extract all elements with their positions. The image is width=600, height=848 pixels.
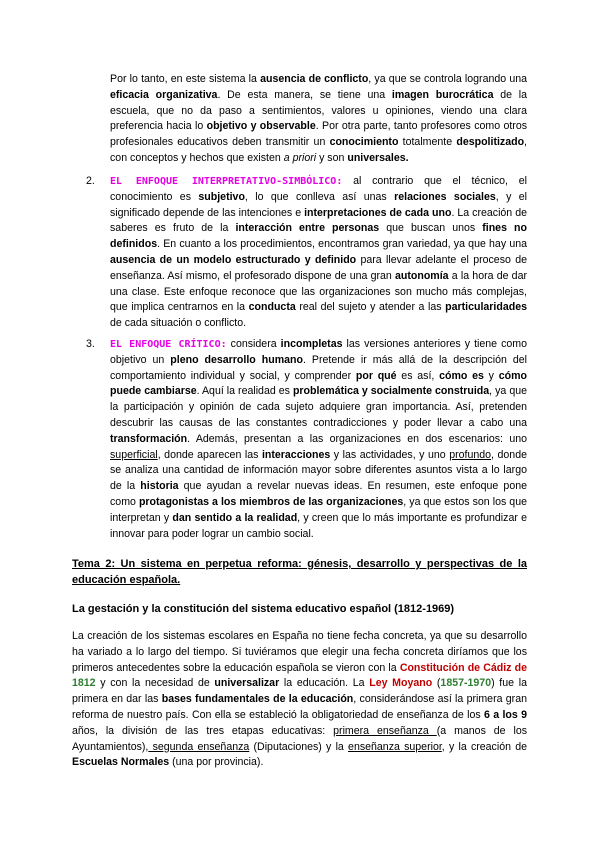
section-title-tema-2: Tema 2: Un sistema en perpetua reforma: génesis, desarrollo y perspectivas de la educación española.	[72, 558, 527, 586]
list-number: 3.	[86, 338, 95, 350]
paragraph-enfoque-critico: EL ENFOQUE CRÍTICO: considera incompletas las versiones anteriores y tiene como objetivo un pleno desarrollo humano. Pretende ir más allá de la descripción del comportamiento individual y social, y comprender por qué es así, cómo es y cómo puede cambiarse. Aquí la realidad es problemática y socialmente construida, ya que la participación y opinión de cada sujeto adquiere gran importancia. Así, pretenden descubrir las causas de las constantes contradicciones y poder llevar a cabo una transformación. Además, presentan a las organizaciones en dos escenarios: uno superficial, donde aparecen las interacciones y las actividades, y uno profundo, donde se analiza una cantidad de información mayor sobre diferentes asuntos vista a lo largo de la historia que ayudan a revelar nuevas ideas. En resumen, este enfoque pone como protagonistas a los miembros de las organizaciones, ya que estos son los que interpretan y dan sentido a la realidad, y creen que lo más importante es profundizar e innovar para poder lograr un cambio social.	[110, 338, 528, 540]
list-number: 2.	[86, 175, 95, 187]
paragraph-creacion-sistemas: La creación de los sistemas escolares en España no tiene fecha concreta, ya que su desarrollo ha variado a lo largo del tiempo. Si tuviéramos que elegir una fecha concreta diríamos que los primeros antecedentes sobre la educación española se vieron con la Constitución de Cádiz de 1812 y con la necesidad de universalizar la educación. La Ley Moyano (1857-1970) fue la primera en dar las bases fundamentales de la educación, considerándose así la primera gran reforma de nuestro país. Con ella se estableció la obligatoriedad de enseñanza de los 6 a los 9 años, la división de las tres etapas educativas: primera enseñanza (a manos de los Ayuntamientos), segunda enseñanza (Diputaciones) y la enseñanza superior, y la creación de Escuelas Normales (una por provincia).	[72, 630, 528, 769]
paragraph-enfoque-interpretativo: EL ENFOQUE INTERPRETATIVO-SIMBÓLICO: al contrario que el técnico, el conocimiento es subjetivo, lo que conlleva así unas relaciones sociales, y el significado depende de las intenciones e interpretaciones de cada uno. La creación de saberes es fruto de la interacción entre personas que buscan unos fines no definidos. En cuanto a los procedimientos, encontramos gran variedad, ya que hay una ausencia de un modelo estructurado y definido para llevar adelante el proceso de enseñanza. Así mismo, el profesorado dispone de una gran autonomía a la hora de dar una clase. Este enfoque reconoce que las organizaciones son mucho más complejas, que implica centrarnos en la conducta real del sujeto y atender a las particularidades de cada situación o conflicto.	[110, 175, 528, 330]
paragraph-tecnico-conclusion: Por lo tanto, en este sistema la ausencia de conflicto, ya que se controla logrando una eficacia organizativa. De esta manera, se tiene una imagen burocrática de la escuela, que no da paso a sentimientos, valores u opiniones, viendo una clara preferencia hacia lo objetivo y observable. Por otra parte, tanto profesores como otros profesionales educativos deben transmitir un conocimiento totalmente despolitizado, con conceptos y hechos que existen a priori y son universales.	[110, 73, 528, 164]
heading-enfoque-critico: EL ENFOQUE CRÍTICO:	[110, 339, 227, 350]
subsection-title-gestacion: La gestación y la constitución del sistema educativo español (1812-1969)	[72, 603, 455, 615]
heading-enfoque-interpretativo: EL ENFOQUE INTERPRETATIVO-SIMBÓLICO:	[110, 176, 343, 187]
